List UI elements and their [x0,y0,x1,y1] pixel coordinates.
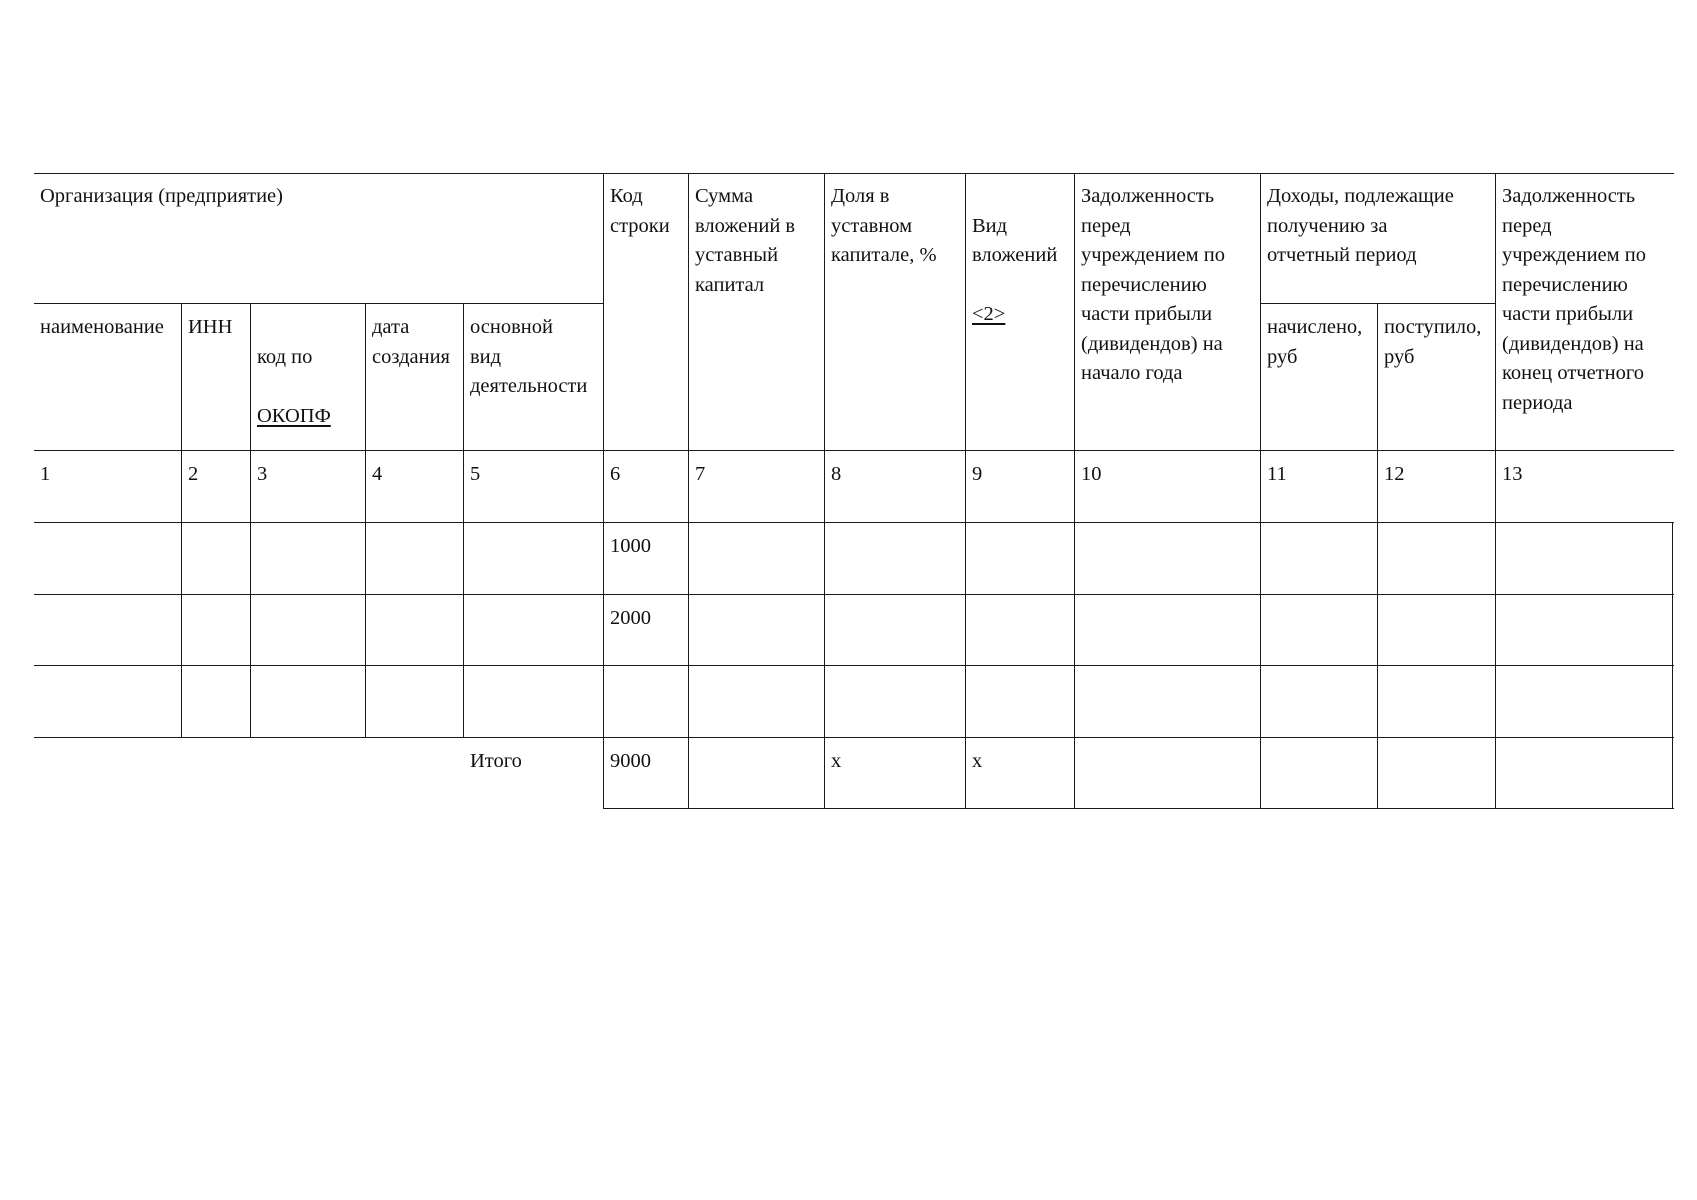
column-number: 13 [1502,463,1523,485]
rule-top [34,173,1674,174]
header-col-name: наименование [40,316,164,338]
rule-v-type-debt [1074,173,1075,808]
column-number: 6 [610,463,621,485]
column-number: 10 [1081,463,1102,485]
column-number: 2 [188,463,199,485]
header-col-type [972,182,1057,359]
rule-v-share-type [965,173,966,808]
column-number: 11 [1267,463,1287,485]
rule-v-right [1672,522,1673,808]
column-number: 9 [972,463,983,485]
header-col-inn: ИНН [188,316,233,338]
header-col-okopf [257,313,331,461]
rule-row1-bottom [34,594,1674,595]
rule-v-accrued-received [1377,303,1378,808]
rule-v-inn-okopf [250,303,251,737]
rule-row2-bottom [34,665,1674,666]
rule-v-okopf-date [365,303,366,737]
header-col-accrued: начислено, руб [1267,316,1363,368]
rule-v-activity-code [603,173,604,808]
header-col-type-text: Вид вложений [972,214,1058,266]
header-col-sum: Сумма вложений в уставный капитал [695,185,796,296]
rule-row3-bottom [34,737,1674,738]
header-organization: Организация (предприятие) [40,185,283,207]
total-type-mark: x [972,750,983,772]
okopf-link[interactable]: ОКОПФ [257,404,331,427]
rule-v-sum-share [824,173,825,808]
column-number: 5 [470,463,481,485]
header-col-activity: основной вид деятельности [470,316,588,397]
rule-v-date-activity [463,303,464,737]
rule-total-bottom [603,808,1674,809]
column-number: 4 [372,463,383,485]
column-number: 3 [257,463,268,485]
column-number: 7 [695,463,706,485]
row-line-code: 2000 [610,607,651,629]
header-col-okopf-prefix: код по [257,345,313,368]
header-col-income: Доходы, подлежащие получению за отчетный период [1267,185,1454,266]
column-number: 1 [40,463,51,485]
header-col-debt-start: Задолженность перед учреждением по перечислению части прибыли (дивидендов) на начало года [1081,185,1225,384]
row-line-code: 1000 [610,535,651,557]
total-label: Итого [470,750,522,772]
header-col-share: Доля в уставном капитале, % [831,185,937,266]
header-col-line-code: Код строки [610,185,670,237]
rule-v-name-inn [181,303,182,737]
header-col-date: дата создания [372,316,450,368]
rule-numbers-bottom [34,522,1674,523]
total-line-code: 9000 [610,750,651,772]
footnote-2-link[interactable]: <2> [972,303,1006,325]
rule-org-sub [34,303,604,304]
total-share-mark: x [831,750,842,772]
header-col-received: поступило, руб [1384,316,1482,368]
header-col-debt-end: Задолженность перед учреждением по перечислению части прибыли (дивидендов) на конец отчетного периода [1502,185,1646,414]
rule-v-income-debtend [1495,173,1496,808]
rule-v-debt-income [1260,173,1261,808]
column-number: 8 [831,463,842,485]
rule-v-code-sum [688,173,689,808]
column-number: 12 [1384,463,1405,485]
